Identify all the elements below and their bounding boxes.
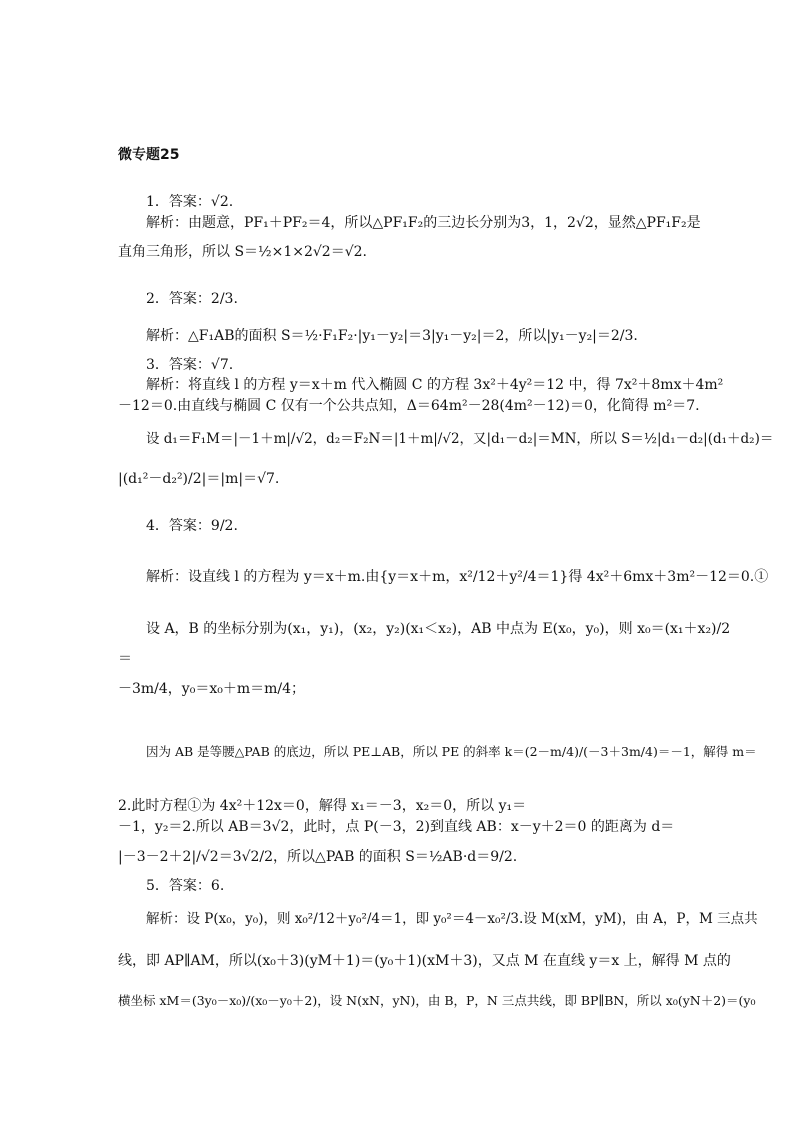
- text-line: 解析：△F₁AB的面积 S＝½·F₁F₂·|y₁－y₂|＝3|y₁－y₂|＝2，所以|y₁－y₂|＝2/3.: [146, 328, 638, 344]
- text-line: 3．答案：√7.: [146, 357, 234, 373]
- text-line: 2.此时方程①为 4x²＋12x＝0，解得 x₁＝－3，x₂＝0，所以 y₁＝: [118, 798, 527, 814]
- text-line: 2．答案：2/3.: [146, 291, 238, 307]
- text-line: |－3－2＋2|/√2＝3√2/2，所以△PAB 的面积 S＝½AB·d＝9/2.: [118, 849, 518, 865]
- text-line: －12＝0.由直线与椭圆 C 仅有一个公共点知，Δ＝64m²－28(4m²－12)＝0，化简得 m²＝7.: [118, 398, 700, 414]
- text-line: －1，y₂＝2.所以 AB＝3√2，此时，点 P(－3，2)到直线 AB：x－y＋2＝0 的距离为 d＝: [118, 819, 675, 835]
- text-line: 1．答案：√2.: [146, 194, 234, 210]
- text-line: 解析：设 P(x₀，y₀)，则 x₀²/12＋y₀²/4＝1，即 y₀²＝4－x₀²/3.设 M(xM，yM)，由 A，P，M 三点共: [146, 911, 758, 927]
- text-line: 解析：设直线 l 的方程为 y＝x＋m.由{y＝x＋m，x²/12＋y²/4＝1}得 4x²＋6mx＋3m²－12＝0.①: [146, 569, 769, 585]
- text-line: 解析：由题意，PF₁＋PF₂＝4，所以△PF₁F₂的三边长分别为3，1，2√2，显然△PF₁F₂是: [146, 215, 701, 231]
- text-line: 4．答案：9/2.: [146, 518, 238, 534]
- text-line: －3m/4，y₀＝x₀＋m＝m/4；: [118, 681, 306, 697]
- text-line: ＝: [118, 651, 132, 667]
- text-line: 因为 AB 是等腰△PAB 的底边，所以 PE⊥AB，所以 PE 的斜率 k＝(2－m/4)/(－3＋3m/4)＝－1，解得 m＝: [146, 744, 757, 759]
- text-line: 横坐标 xM＝(3y₀－x₀)/(x₀－y₀＋2)，设 N(xN，yN)，由 B，P，N 三点共线，即 BP∥BN，所以 x₀(yN＋2)＝(y₀: [118, 993, 756, 1008]
- text-line: 直角三角形，所以 S＝½×1×2√2＝√2.: [118, 244, 367, 260]
- text-line: |(d₁²－d₂²)/2|＝|m|＝√7.: [118, 471, 280, 487]
- text-line: 设 d₁＝F₁M＝|－1＋m|/√2，d₂＝F₂N＝|1＋m|/√2，又|d₁－d₂|＝MN，所以 S＝½|d₁－d₂|(d₁＋d₂)＝: [146, 431, 774, 447]
- text-line: 线，即 AP∥AM，所以(x₀＋3)(yM＋1)＝(y₀＋1)(xM＋3)，又点 M 在直线 y＝x 上，解得 M 点的: [118, 953, 731, 969]
- text-line: 解析：将直线 l 的方程 y＝x＋m 代入椭圆 C 的方程 3x²＋4y²＝12 中，得 7x²＋8mx＋4m²: [146, 377, 724, 393]
- text-line: 设 A，B 的坐标分别为(x₁，y₁)，(x₂，y₂)(x₁＜x₂)，AB 中点为 E(x₀，y₀)，则 x₀＝(x₁＋x₂)/2: [146, 621, 731, 637]
- text-line: 5．答案：6.: [146, 878, 225, 894]
- section-title: 微专题25: [118, 147, 180, 163]
